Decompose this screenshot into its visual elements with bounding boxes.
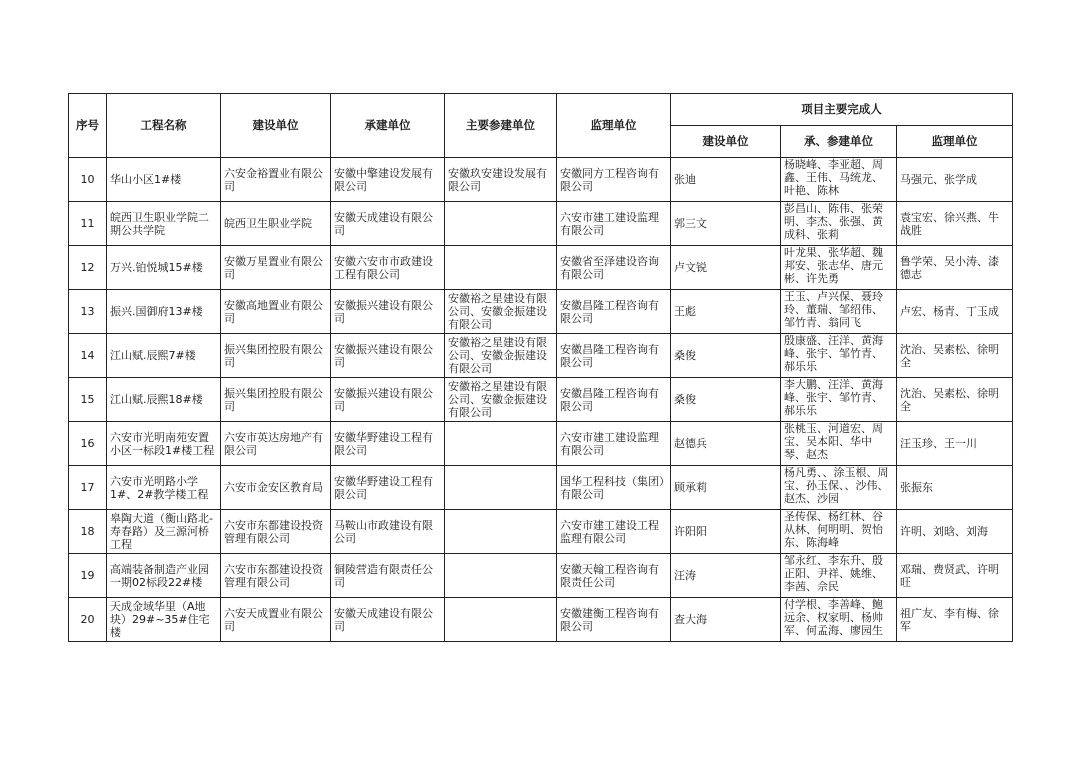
header-persons-group: 项目主要完成人 <box>671 94 1013 126</box>
cell-supervisor-text: 安徽昌隆工程咨询有限公司 <box>560 386 659 413</box>
cell-builder-text: 安徽万星置业有限公司 <box>224 254 323 281</box>
cell-builder-text: 皖西卫生职业学院 <box>224 217 312 230</box>
header-supervisor: 监理单位 <box>557 94 671 158</box>
cell-persons-builder-text: 郭三文 <box>674 217 707 230</box>
cell-persons-supervisor <box>897 158 1013 202</box>
cell-contractor-text: 马鞍山市政建设有限公司 <box>334 518 433 545</box>
project-table <box>68 93 1013 642</box>
cell-supervisor-text: 六安市建工建设监理有限公司 <box>560 210 659 237</box>
cell-persons-contractor-text: 圣传保、杨红林、谷从林、何明明、贺怡东、陈海峰 <box>784 510 883 549</box>
cell-name <box>107 466 221 510</box>
cell-persons-contractor <box>781 510 897 554</box>
header-persons-supervisor: 监理单位 <box>897 126 1013 158</box>
cell-name <box>107 202 221 246</box>
cell-participant <box>445 554 557 598</box>
cell-contractor <box>331 158 445 202</box>
cell-supervisor <box>557 598 671 642</box>
cell-contractor <box>331 290 445 334</box>
cell-persons-supervisor <box>897 466 1013 510</box>
cell-no <box>69 466 107 510</box>
cell-participant <box>445 598 557 642</box>
cell-no-text: 13 <box>80 305 95 318</box>
cell-name-text: 六安市光明路小学1#、2#教学楼工程 <box>110 474 209 501</box>
cell-name <box>107 422 221 466</box>
cell-contractor-text: 安徽六安市市政建设工程有限公司 <box>334 254 433 281</box>
cell-builder <box>221 158 331 202</box>
cell-supervisor <box>557 334 671 378</box>
cell-name-text: 江山赋.辰熙18#楼 <box>110 393 203 406</box>
cell-contractor <box>331 510 445 554</box>
cell-contractor <box>331 378 445 422</box>
cell-persons-contractor <box>781 334 897 378</box>
cell-persons-contractor-text: 王玉、卢兴保、聂玲玲、董瑞、邹绍伟、邹竹青、翁同飞 <box>784 290 883 329</box>
cell-persons-builder <box>671 202 781 246</box>
cell-persons-supervisor <box>897 422 1013 466</box>
cell-contractor <box>331 422 445 466</box>
cell-persons-builder-text: 许阳阳 <box>674 525 707 538</box>
cell-persons-contractor <box>781 202 897 246</box>
cell-name-text: 高端装备制造产业园一期02标段22#楼 <box>110 562 209 589</box>
cell-persons-supervisor <box>897 598 1013 642</box>
cell-supervisor-text: 安徽建衡工程咨询有限公司 <box>560 606 659 633</box>
cell-participant <box>445 202 557 246</box>
table-row <box>69 158 1013 202</box>
cell-name <box>107 554 221 598</box>
cell-participant <box>445 334 557 378</box>
cell-persons-contractor <box>781 598 897 642</box>
cell-persons-builder <box>671 158 781 202</box>
cell-persons-contractor-text: 邹永红、李东升、殷正阳、尹祥、姚维、李茜、佘民 <box>784 554 883 593</box>
cell-name <box>107 334 221 378</box>
cell-participant-text: 安徽裕之星建设有限公司、安徽金振建设有限公司 <box>448 380 547 419</box>
cell-persons-builder-text: 桑俊 <box>674 393 696 406</box>
cell-no <box>69 246 107 290</box>
cell-persons-supervisor-text: 张振东 <box>900 481 933 494</box>
cell-persons-supervisor <box>897 246 1013 290</box>
cell-persons-supervisor-text: 马强元、张学成 <box>900 173 977 186</box>
cell-persons-supervisor-text: 沈治、吴素松、徐明全 <box>900 342 999 369</box>
table-row <box>69 202 1013 246</box>
cell-persons-builder <box>671 246 781 290</box>
cell-persons-builder <box>671 598 781 642</box>
cell-name-text: 振兴.国御府13#楼 <box>110 305 203 318</box>
cell-no-text: 18 <box>80 525 95 538</box>
cell-no <box>69 202 107 246</box>
cell-no-text: 12 <box>80 261 95 274</box>
cell-persons-builder-text: 桑俊 <box>674 349 696 362</box>
cell-contractor-text: 安徽华野建设工程有限公司 <box>334 430 433 457</box>
cell-persons-contractor-text: 殷康盛、汪洋、黄海峰、张宇、邹竹青、郝乐乐 <box>784 334 883 373</box>
cell-persons-builder-text: 王彪 <box>674 305 696 318</box>
cell-persons-contractor <box>781 466 897 510</box>
cell-no-text: 11 <box>80 217 95 230</box>
cell-no-text: 15 <box>80 393 95 406</box>
table-row <box>69 246 1013 290</box>
cell-contractor-text: 安徽振兴建设有限公司 <box>334 298 433 325</box>
cell-builder <box>221 202 331 246</box>
cell-supervisor <box>557 554 671 598</box>
cell-participant <box>445 466 557 510</box>
cell-supervisor <box>557 290 671 334</box>
cell-participant <box>445 158 557 202</box>
cell-supervisor <box>557 510 671 554</box>
cell-supervisor <box>557 466 671 510</box>
cell-name <box>107 378 221 422</box>
cell-persons-builder <box>671 554 781 598</box>
cell-builder-text: 六安市英达房地产有限公司 <box>224 430 323 457</box>
cell-persons-contractor-text: 叶龙果、张华超、魏邦安、张志华、唐元彬、许先勇 <box>784 246 883 285</box>
cell-persons-builder-text: 查大海 <box>674 613 707 626</box>
cell-no-text: 17 <box>80 481 95 494</box>
cell-no <box>69 290 107 334</box>
cell-persons-builder <box>671 378 781 422</box>
cell-builder-text: 六安市东都建设投资管理有限公司 <box>224 518 323 545</box>
cell-persons-supervisor-text: 许明、刘晗、刘海 <box>900 525 988 538</box>
cell-participant <box>445 378 557 422</box>
cell-persons-builder-text: 赵德兵 <box>674 437 707 450</box>
cell-name <box>107 290 221 334</box>
cell-contractor <box>331 334 445 378</box>
cell-persons-builder <box>671 510 781 554</box>
cell-builder <box>221 510 331 554</box>
cell-persons-supervisor <box>897 202 1013 246</box>
table-row <box>69 378 1013 422</box>
cell-builder <box>221 334 331 378</box>
cell-supervisor-text: 安徽省至泽建设咨询有限公司 <box>560 254 659 281</box>
cell-persons-contractor-text: 杨凡勇、、涂玉根、周宝、孙玉保、、沙伟、赵杰、沙园 <box>784 466 889 505</box>
cell-participant-text: 安徽裕之星建设有限公司、安徽金振建设有限公司 <box>448 292 547 331</box>
cell-participant <box>445 290 557 334</box>
cell-persons-builder-text: 张迪 <box>674 173 696 186</box>
cell-persons-supervisor-text: 汪玉珍、王一川 <box>900 437 977 450</box>
header-no: 序号 <box>69 94 107 158</box>
cell-contractor-text: 安徽天成建设有限公司 <box>334 210 433 237</box>
cell-name-text: 六安市光明南苑安置小区一标段1#楼工程 <box>110 430 215 457</box>
cell-participant-text: 安徽玖安建设发展有限公司 <box>448 166 547 193</box>
cell-name <box>107 246 221 290</box>
cell-persons-contractor-text: 彭昌山、陈伟、张荣明、李杰、张强、黄成科、张莉 <box>784 202 883 241</box>
header-contractor: 承建单位 <box>331 94 445 158</box>
header-participant: 主要参建单位 <box>445 94 557 158</box>
cell-supervisor <box>557 202 671 246</box>
cell-persons-contractor <box>781 246 897 290</box>
cell-no <box>69 510 107 554</box>
cell-persons-builder-text: 卢文锐 <box>674 261 707 274</box>
cell-participant <box>445 246 557 290</box>
cell-participant <box>445 422 557 466</box>
header-persons-contractor: 承、参建单位 <box>781 126 897 158</box>
table-row <box>69 290 1013 334</box>
header-persons-builder: 建设单位 <box>671 126 781 158</box>
cell-persons-supervisor-text: 鲁学荣、吴小涛、漆德志 <box>900 254 999 281</box>
cell-builder-text: 安徽高地置业有限公司 <box>224 298 323 325</box>
cell-persons-supervisor <box>897 290 1013 334</box>
table-row <box>69 334 1013 378</box>
cell-persons-builder-text: 汪涛 <box>674 569 696 582</box>
cell-participant <box>445 510 557 554</box>
cell-persons-supervisor-text: 邓瑞、费贤武、许明旺 <box>900 562 999 589</box>
cell-no-text: 14 <box>80 349 95 362</box>
cell-name-text: 皋陶大道（衡山路北-寿春路）及三源河桥工程 <box>110 512 213 551</box>
cell-persons-contractor-text: 杨晓峰、李亚超、周鑫、王伟、马统龙、叶艳、陈林 <box>784 158 883 197</box>
cell-name <box>107 598 221 642</box>
cell-supervisor <box>557 158 671 202</box>
cell-no-text: 20 <box>80 613 95 626</box>
cell-persons-builder <box>671 466 781 510</box>
cell-supervisor-text: 六安市建工建设工程监理有限公司 <box>560 518 659 545</box>
cell-persons-contractor <box>781 378 897 422</box>
cell-name-text: 华山小区1#楼 <box>110 173 182 186</box>
cell-persons-supervisor-text: 卢宏、杨青、丁玉成 <box>900 305 999 318</box>
cell-builder <box>221 598 331 642</box>
cell-persons-contractor <box>781 158 897 202</box>
cell-contractor <box>331 202 445 246</box>
cell-supervisor-text: 安徽同方工程咨询有限公司 <box>560 166 659 193</box>
table-row <box>69 554 1013 598</box>
table-row <box>69 466 1013 510</box>
cell-supervisor-text: 安徽天翰工程咨询有限责任公司 <box>560 562 659 589</box>
cell-supervisor-text: 安徽昌隆工程咨询有限公司 <box>560 342 659 369</box>
cell-no <box>69 598 107 642</box>
cell-persons-supervisor <box>897 510 1013 554</box>
cell-persons-contractor <box>781 290 897 334</box>
cell-builder-text: 六安市金安区教育局 <box>224 481 323 494</box>
cell-name <box>107 510 221 554</box>
cell-contractor-text: 安徽中擎建设发展有限公司 <box>334 166 433 193</box>
cell-contractor-text: 安徽振兴建设有限公司 <box>334 342 433 369</box>
cell-no <box>69 334 107 378</box>
table-row <box>69 422 1013 466</box>
cell-contractor <box>331 598 445 642</box>
cell-contractor-text: 安徽振兴建设有限公司 <box>334 386 433 413</box>
cell-persons-supervisor-text: 祖广友、李有梅、徐军 <box>900 606 999 633</box>
cell-supervisor-text: 六安市建工建设监理有限公司 <box>560 430 659 457</box>
cell-no-text: 10 <box>80 173 95 186</box>
cell-builder-text: 六安市东都建设投资管理有限公司 <box>224 562 323 589</box>
cell-persons-contractor <box>781 554 897 598</box>
cell-contractor-text: 安徽华野建设工程有限公司 <box>334 474 433 501</box>
cell-persons-contractor-text: 李大鹏、汪洋、黄海峰、张宇、邹竹青、郝乐乐 <box>784 378 883 417</box>
cell-builder-text: 振兴集团控股有限公司 <box>224 342 323 369</box>
cell-builder <box>221 246 331 290</box>
header-name: 工程名称 <box>107 94 221 158</box>
cell-builder <box>221 554 331 598</box>
cell-no <box>69 158 107 202</box>
cell-no <box>69 554 107 598</box>
cell-contractor <box>331 246 445 290</box>
cell-no-text: 19 <box>80 569 95 582</box>
cell-participant-text: 安徽裕之星建设有限公司、安徽金振建设有限公司 <box>448 336 547 375</box>
cell-builder-text: 六安天成置业有限公司 <box>224 606 323 633</box>
cell-name-text: 天成金域华里（A地块）29#~35#住宅楼 <box>110 600 210 639</box>
cell-persons-supervisor-text: 袁宝宏、徐兴燕、牛战胜 <box>900 210 999 237</box>
cell-builder <box>221 290 331 334</box>
cell-persons-supervisor <box>897 378 1013 422</box>
cell-name-text: 万兴.铂悦城15#楼 <box>110 261 203 274</box>
cell-persons-builder <box>671 334 781 378</box>
header-builder: 建设单位 <box>221 94 331 158</box>
cell-persons-supervisor <box>897 334 1013 378</box>
cell-contractor <box>331 466 445 510</box>
cell-builder-text: 振兴集团控股有限公司 <box>224 386 323 413</box>
cell-supervisor <box>557 246 671 290</box>
cell-supervisor <box>557 422 671 466</box>
table-body <box>69 158 1013 642</box>
cell-name <box>107 158 221 202</box>
table-row <box>69 598 1013 642</box>
cell-supervisor-text: 安徽昌隆工程咨询有限公司 <box>560 298 659 325</box>
cell-persons-builder <box>671 422 781 466</box>
cell-persons-contractor-text: 张桃玉、河道宏、周宝、吴本阳、华中琴、赵杰 <box>784 422 883 461</box>
table-row <box>69 510 1013 554</box>
cell-contractor-text: 铜陵营造有限责任公司 <box>334 562 433 589</box>
cell-name-text: 皖西卫生职业学院二期公共学院 <box>110 210 209 237</box>
cell-builder <box>221 422 331 466</box>
cell-persons-builder <box>671 290 781 334</box>
cell-builder <box>221 466 331 510</box>
cell-contractor <box>331 554 445 598</box>
cell-builder-text: 六安金裕置业有限公司 <box>224 166 323 193</box>
cell-supervisor <box>557 378 671 422</box>
cell-persons-contractor-text: 付学根、李善峰、鲍远余、权家明、杨帅军、何孟海、廖园生 <box>784 598 883 637</box>
cell-name-text: 江山赋.辰熙7#楼 <box>110 349 196 362</box>
cell-persons-builder-text: 顾承莉 <box>674 481 707 494</box>
cell-builder <box>221 378 331 422</box>
cell-no <box>69 422 107 466</box>
cell-contractor-text: 安徽天成建设有限公司 <box>334 606 433 633</box>
cell-supervisor-text: 国华工程科技（集团）有限公司 <box>560 474 665 501</box>
cell-no <box>69 378 107 422</box>
cell-persons-supervisor-text: 沈治、吴素松、徐明全 <box>900 386 999 413</box>
cell-persons-contractor <box>781 422 897 466</box>
cell-no-text: 16 <box>80 437 95 450</box>
cell-persons-supervisor <box>897 554 1013 598</box>
